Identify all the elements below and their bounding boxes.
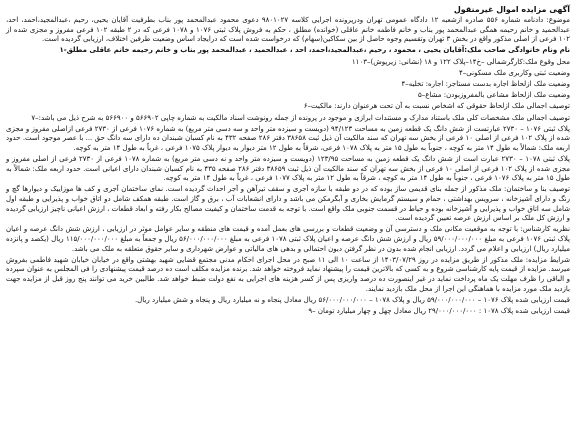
notice-paragraph: قیمت ارزیابی شده پلاک ۱۰۷۸ : ۲۹/۰۰۰/۰۰۰/۰۰۰ ریال معادل چهل و چهار میلیارد تومان –۹	[308, 306, 570, 315]
notice-paragraph: پلاک ثبتی ۱۰۷۸ – ۲۷۳۰ عبارت است از شش دانگ یک قطعه زمین به مساحت ۱۲۳/۹۵ (دویست و سیزده متر واحد و نه دسی متر مربع) به شماره ۱۰۷۸ فرعی از ۲۷۳۰ فرعی از اصلی مفروز و مجزی شده از پلاک ۱۰۲ فرعی از اصلی ۱۰ فرعی از بخش سه تهران که سند مالکیت آن ذیل ثبت ۳۸۶۵۹ دفتر ۲۸۶ صفحه ۴۳۵ به نام کسبان شبندان دارای اعیانی است. حدود اربعه ملک: شمالاً به طول ۱۵ متر به پلاک ۱۰۷۶ فرعی ، جنوباً به طول ۱۴ متر به کوچه ، شرقاً به طول ۱۲ متر به پلاک ۱۰۷۷ فرعی ، غرباً به طول ۱۴ متر به کوچه.	[6, 155, 570, 183]
notice-paragraph: توصیف اجمالی ملک مشخصات کلی ملک باستناد مدارک و مستندات ابرازی و موجود در پرونده از جمله رونوشت اسناد مالکیت به شماره چاپی ۵۶۶۹۰۲ و ۵۶۶۹۰۰ به شرح ذیل می باشد:–۷	[31, 113, 570, 122]
notice-paragraph: پلاک ثبتی ۱۰۷۶ – ۲۷۳۰ عبارتست از شش دانگ یک قطعه زمین به مساحت ۹۴/۱۲۳ (دویست و سیزده متر واحد و سه دسی متر مربع) به شماره ۱۰۷۶ فرعی از ۲۷۳۰ فرعی ازاصلی مفروز و مجزی شده از پلاک ۱۰۲ فرعی از اصلی ۱۰ فرعی از بخش سه تهران که سند مالکیت آن ذیل ثبت ۳۸۶۵۸ دفتر ۲۸۶ صفحه ۴۳۲ به نام کسبان شبندان ده دارای سه دانگ حق ... با عصر موجود است. حدود اربعه ملک: شمالاً به طول ۱۴ متر به کوچه ، جنوباً به طول ۱۵ متر به پلاک ۱۰۷۸ فرعی، شرقاً به طول ۱۲ متر دیوار به دیوار پلاک ۱۰۷۵ فرعی ، غرباً به طول ۱۴ متر به کوچه.	[6, 124, 570, 152]
notice-body	[6, 16, 570, 317]
notice-paragraph: توصیف اجمالی ملک ازلحاظ حقوقی که اشخاص نسبت به آن تحت هرعنوان دارند: مالکیت–۶	[303, 102, 570, 111]
notice-paragraph: شرایط مزایده: ملک مذکور از طریق مزایده در روز ۱۴۰۳/۰۷/۲۹ از ساعت ۱۰ الی ۱۱ صبح در محل اجرای احکام مدنی مجتمع قضایی شهید بهشتی واقع در خیابان خیابان شهید فاطمی بفروش میرسد. مزایده از قیمت پایه کارشناسی شروع و به کسی که بالاترین قیمت را پیشنهاد نماید فروخته خواهد شد. برنده مزایده مکلف است ده درصد قیمت پیشنهادی را فی المجلس به عنوان سپرده و الباقی را ظرف مهلت یک ماه پرداخت نماید در غیر اینصورت ده درصد واریزی پس از کسر هزینه های اجرایی به نفع دولت ضبط خواهد شد. طالبین خرید می توانند پنج روز قبل از مزایده جهت بازدید ملک مورد مزایده با هماهنگی این اجرا از محل ملک بازدید نمایند.	[6, 255, 570, 293]
notice-paragraph: وضعیت ثبتی وکاربری ملک مسکونی–۴	[459, 68, 570, 77]
notice-title: آگهی مزایده اموال غیرمنقول	[453, 5, 570, 14]
notice-paragraph: نام ونام خانوادگی صاحب ملک:آقایان یحیی ، محمود ، رحیم ،عبدالمجید،احمد، احد ، عبدالحمید ، عبدالمحمد پور بناب و خانم رحیمه خانم عاقلی مطلق-۱	[59, 46, 570, 55]
notice-paragraph: وضعیت ملک ازلحاظ مشاعی بالمفروزبودن: مشاع–۵	[417, 91, 570, 100]
notice-paragraph: نظریه کارشناس: با توجه به موقعیت مکانی ملک و دسترسی آن و وضعیت قطعات و بررسی های بعمل آمده و قیمت های منطقه و سایر عوامل موثر در ارزیابی ، ارزش شش دانگ عرصه و اعیان پلاک ثبتی ۱۰۷۶ فرعی به مبلغ ۵۹/۰۰۰/۰۰۰/۰۰۰ ریال و ارزش شش دانگ عرصه و اعیان پلاک ثبتی ۱۰۷۸ فرعی به مبلغ ۵۶/۰۰۰/۰۰۰/۰۰۰ ریال و جمعاً به مبلغ ۱۱۵/۰۰۰/۰۰۰/۰۰۰ ریال (یکصد و پانزده میلیارد ریال) ارزیابی و اعلام می گردد. ارزیابی انجام شده بدون در نظر گرفتن دیون احتمالی و بدهی های مالیاتی و عوارض شهرداری و سایر حقوق متعلقه به ملک می باشد.	[6, 225, 570, 253]
notice-paragraph: توصیف بنا و ساختمان: ملک مذکور از جمله بنای قدیمی ساز بوده که در دو طبقه با سازه آجری و سقف تیرآهن و آجر احداث گردیده است. نمای ساختمان آجری و کف ها موزاییک و دیوارها گچ و رنگ و دارای آشپزخانه ، سرویس بهداشتی ، حمام و سیستم گرمایش بخاری و آبگرمکن می باشد و دارای انشعابات آب ، برق و گاز است. طبقه همکف شامل دو اتاق خواب و پذیرایی و طبقه اول شامل سه اتاق خواب و پذیرایی و آشپزخانه بوده و حیاط در قسمت جنوبی ملک واقع است. با توجه به قدمت ساختمان و کیفیت مصالح بکار رفته و ابعاد قطعات ، ارزش اعیانی ناچیز ارزیابی گردیده و ارزش کل ملک بر اساس ارزش عرصه تعیین گردیده است.	[6, 185, 570, 223]
notice-paragraph: محل وقوع ملک:کارگرشمالی –خ۱۴–پلاک ۱۲۲ و ۱۸ (نشانی: زیرپوش)–۱۱۰۳	[351, 57, 570, 66]
notice-paragraph: قیمت ارزیابی شده پلاک ۱۰۷۶ – ۵۹/۰۰۰/۰۰۰/۰۰۰ ریال و پلاک ۱۰۷۸ – ۵۶/۰۰۰/۰۰۰/۰۰۰ ریال معادل پنجاه و نه میلیارد ریال و پنجاه و شش میلیارد ریال.	[134, 295, 570, 304]
notice-paragraph: وضعیت ملک ازلحاظ اجاره بدست مستاجر: اجاره: تخلیه–۴	[401, 79, 570, 88]
notice-paragraph: موضوع: دادنامه شماره ۵۵۶ صادره ازشعبه ۱۲ دادگاه عمومی تهران ودرپرونده اجرایی کلاسه ۹۸۰۱۰۲۷ دعوی محمود عبدالمحمد پور بناب بطرفیت آقایان یحیی، رحیم ،عبدالمجید،احمد، احد، عبدالحمید و خانم رحیمه همگی عبدالمحمد پور بناب و خانم فاطمه خانم عاقلی (خوانده) مطلق ، حکم به فروش پلاک ثبتی ۱۰۷۶ و ۱۰۷۸ فرعی که در ۲ طبقه ۱۰۲ فرعی مفروز و مجزی شده از ۱۰۲ فرعی از اصلی مذکور واقع در بخش ۳ تهران وتقسیم وجوه حاصل از بین سکاکین(سهام) که درخواست شده است که درایجاد اساس وضعیت طرفین اختلاف، ارزیابی گردیده است.	[6, 16, 571, 44]
